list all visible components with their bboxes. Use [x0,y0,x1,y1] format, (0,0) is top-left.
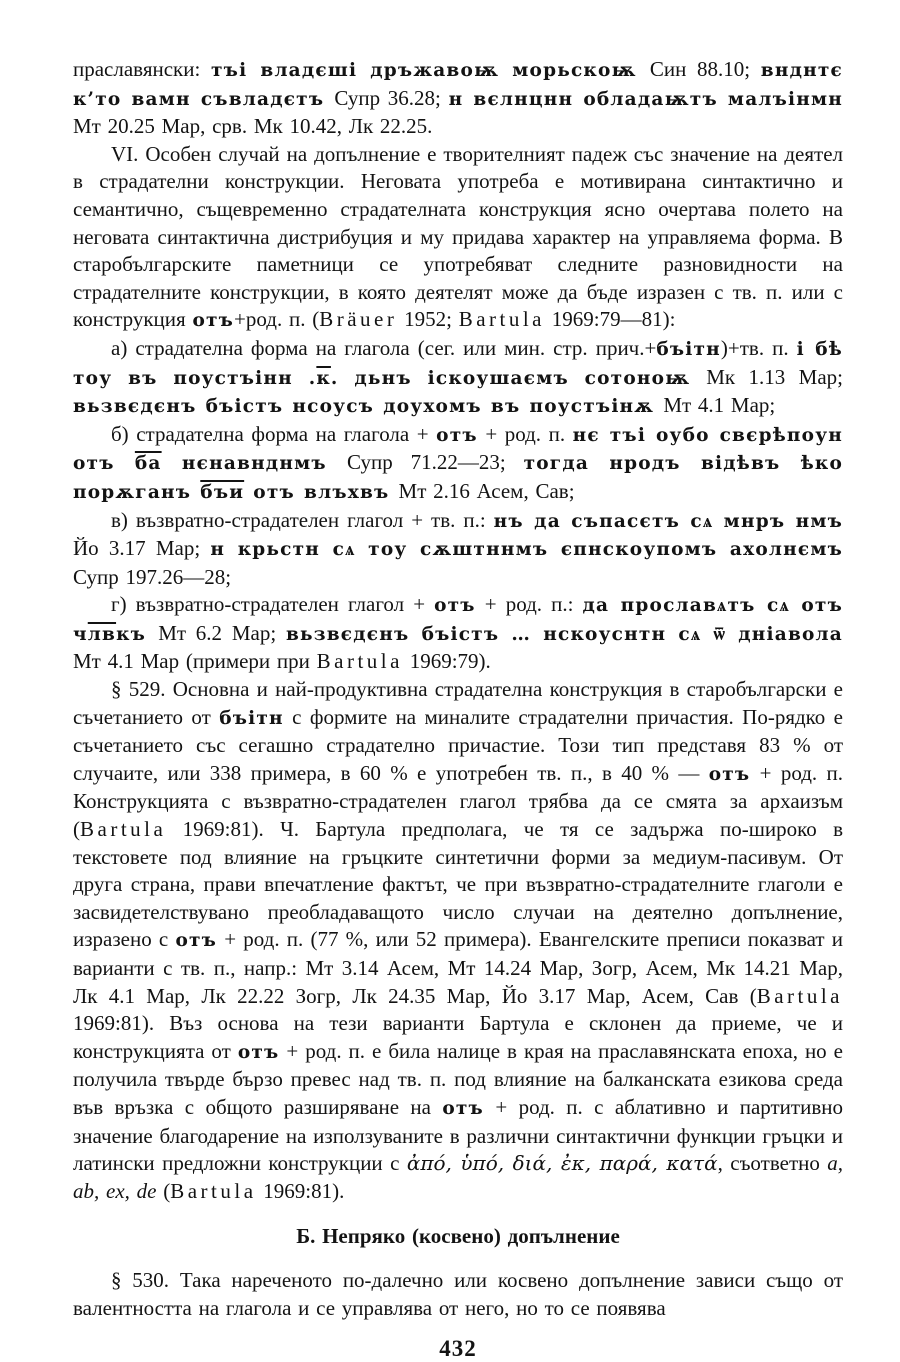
paragraph [73,421,843,507]
ocs-text-segment: внднтє к’то вамн съвладєтъ [73,60,843,110]
text-segment: Bräuer [319,307,398,332]
ocs-text-segment: н вєлнцнн обладаѭтъ малъінмн [448,88,843,110]
ocs-text-segment: къ [116,623,159,645]
ocs-text-segment: нъ да съпасєтъ сѧ мнръ нмъ [493,510,843,532]
text-segment: Супр 36.28; [334,85,449,110]
paragraph [73,591,843,676]
ocs-text-segment: н крьстн сѧ тоу сѫштннмъ єпнскоупомъ ахолнємъ [210,539,843,561]
ocs-text-segment: отъ [237,1041,280,1063]
text-segment: 1969:81). Въз основа на тези варианти Бартула е склонен да приеме, че и конструкцията от [73,1011,843,1063]
text-segment: б) страдателна форма на глагола + [111,421,437,446]
ocs-text-segment: вьзвєдєнъ бъістъ … нскоуснтн сѧ ѿ дніавола [285,623,843,645]
paragraph [73,335,843,421]
text-segment: Супр 71.22—23; [347,450,524,475]
paragraph [73,141,843,335]
section-heading [73,1223,843,1251]
text-segment: г) възвратно-страдателен глагол + [111,592,435,617]
text-segment: 1969:81). Ч. Бартула предполага, че тя се задържа по-широко в текстовете под влияние на гръцките синтетични форми за медиум-пасивум. От друга страна, прави впечатление фактът, че при възвратно-страдателните глаголи е засвидетелствувано преобладаващото число случаи на деятелно допълнение, изразено с [73,817,843,952]
ocs-text-segment: тогда нродъ відѣвъ ѣко порѫганъ [73,453,843,503]
ocs-text-segment: отъ влъхвъ [244,481,399,503]
ocs-text-segment: і бѣ тоу въ поустъінн . [73,338,844,389]
ocs-text-segment: отъ [192,310,235,332]
ocs-text-segment: отъ [175,930,218,952]
ocs-text-segment: отъ [708,763,751,785]
text-segment: Bartula [80,817,167,842]
ocs-text-segment: бъітн [656,338,721,360]
text-segment: + род. п. с аблативно и партитивно значение благодарение на използуваните в различни синтактични функции гръцки и латински предложни конструкции с [73,1094,843,1176]
text-segment: § 529. Основна и най-продуктивна страдателна конструкция в старобългарски е съчетанието от [73,677,843,729]
ocs-text-segment: отъ [436,424,478,446]
ocs-text-segment: . дьнъ іскоушаємъ сотоноѭ [330,367,707,389]
text-segment: ( [156,1178,171,1203]
text-segment: Мт 4.1 Мар; [663,393,776,418]
text-segment: § 530. Така нареченото по-далечно или косвено допълнение зависи също от валентността на глагола и се управлява от него, но то се появява [73,1267,843,1320]
text-segment: Б. Непряко (косвено) допълнение [296,1224,620,1249]
ocs-text-segment: да прославѧтъ сѧ отъ ч [73,595,843,645]
ocs-text-segment: нє тъі оубо свєрѣпоун отъ [73,424,843,475]
text-segment: в) възвратно-страдателен глагол + тв. п.: [111,507,494,532]
ocs-text-segment: вьзвєдєнъ бъістъ нсоусъ доухомъ въ поустъінѫ [73,396,664,418]
ocs-text-segment: лв [87,623,117,645]
text-segment: Bartula [756,983,843,1008]
text-segment: 1969:81). [256,1178,345,1203]
paragraph [73,676,843,1205]
text-segment: Супр 197.26—28; [73,564,232,589]
text-segment: Син 88.10; [649,57,761,81]
page-number: 432 [439,1336,477,1362]
text-segment: праславянски: [73,57,212,81]
text-segment: Bartula [170,1178,257,1203]
paragraph [73,56,843,141]
ocs-text-segment: к [316,367,331,389]
text-segment: Bartula [316,649,403,674]
text-segment: a, ab, ex, de [73,1151,844,1203]
ocs-text-segment: ба [134,453,162,475]
text-segment: Мт 20.25 Мар, срв. Мк 10.42, Лк 22.25. [73,114,433,139]
text-segment: +род. п. ( [234,307,320,332]
text-segment: , съответно [717,1151,828,1176]
paragraph [73,1267,843,1322]
text-segment: 1952; [397,307,459,332]
greek-text-segment: ἀπό, ὑπό, διά, ἐκ, παρά, κατά [406,1151,718,1176]
text-segment: + род. п.: [475,592,583,617]
text-segment: 1969:79—81): [545,307,676,332]
text-segment: + род. п. е била налице в края на праславянската епоха, но е получила твърде бързо превес над тв. п. под влияние на балканската езикова среда във връзка с общото разширяване на [73,1038,843,1119]
text-segment: Мт 4.1 Мар (примери при [73,649,317,674]
ocs-text-segment: бъи [200,481,245,503]
text-segment: + род. п. [477,421,573,446]
text-segment: VI. Особен случай на допълнение е творителният падеж със значение на деятел в страдателни конструкции. Неговата употреба е мотивирана синтактично и семантично, същевременно страдателната конструкция ясно очертава полето на неговата синтактична дистрибуция и му придава характер на управляема форма. В старобългарските паметници се употребяват следните разновидности на страдателните конструкции, в която деятелят може да бъде изразен с тв. п. или с конструкция [73,141,843,332]
text-segment: )+тв. п. [720,335,797,360]
text-segment: а) страдателна форма на глагола (сег. или мин. стр. прич.+ [111,335,657,360]
ocs-text-segment: отъ [434,595,476,617]
text-segment: 1969:79). [402,649,491,674]
paragraph [73,507,843,592]
text-segment: Йо 3.17 Мар; [73,536,211,561]
ocs-text-segment: бъітн [219,707,284,729]
ocs-text-segment: нєнавнднмъ [161,453,348,475]
text-segment: Bartula [458,307,545,332]
text-segment: Мт 2.16 Асем, Сав; [398,478,575,503]
text-segment: с формите на миналите страдателни причастия. По-рядко е съчетанието със сегашно страдателно причастие. Този тип представя 83 % от случаите, или 338 примера, в 60 % е употребен тв. п., в 40 % — [73,704,844,785]
ocs-text-segment: отъ [442,1097,484,1119]
text-segment: + род. п. (77 %, или 52 примера). Евангелските преписи показват и варианти с тв. п., напр.: Мт 3.14 Асем, Мт 14.24 Мар, Зогр, Асем, Мк 14.21 Мар, Лк 4.1 Мар, Лк 22.22 Зогр, Лк 24.35 Мар, Йо 3.17 Мар, Асем, Сав ( [73,927,844,1008]
document-content [73,56,843,1322]
text-segment: Мк 1.13 Мар; [706,364,844,389]
ocs-text-segment: тъі владєші дръжавоѭ морьскоѭ [211,60,650,81]
text-segment: + род. п. Конструкцията с възвратно-страдателен глагол трябва да се смята за архаизъм ( [73,760,843,842]
text-segment: Мт 6.2 Мар; [158,620,286,645]
